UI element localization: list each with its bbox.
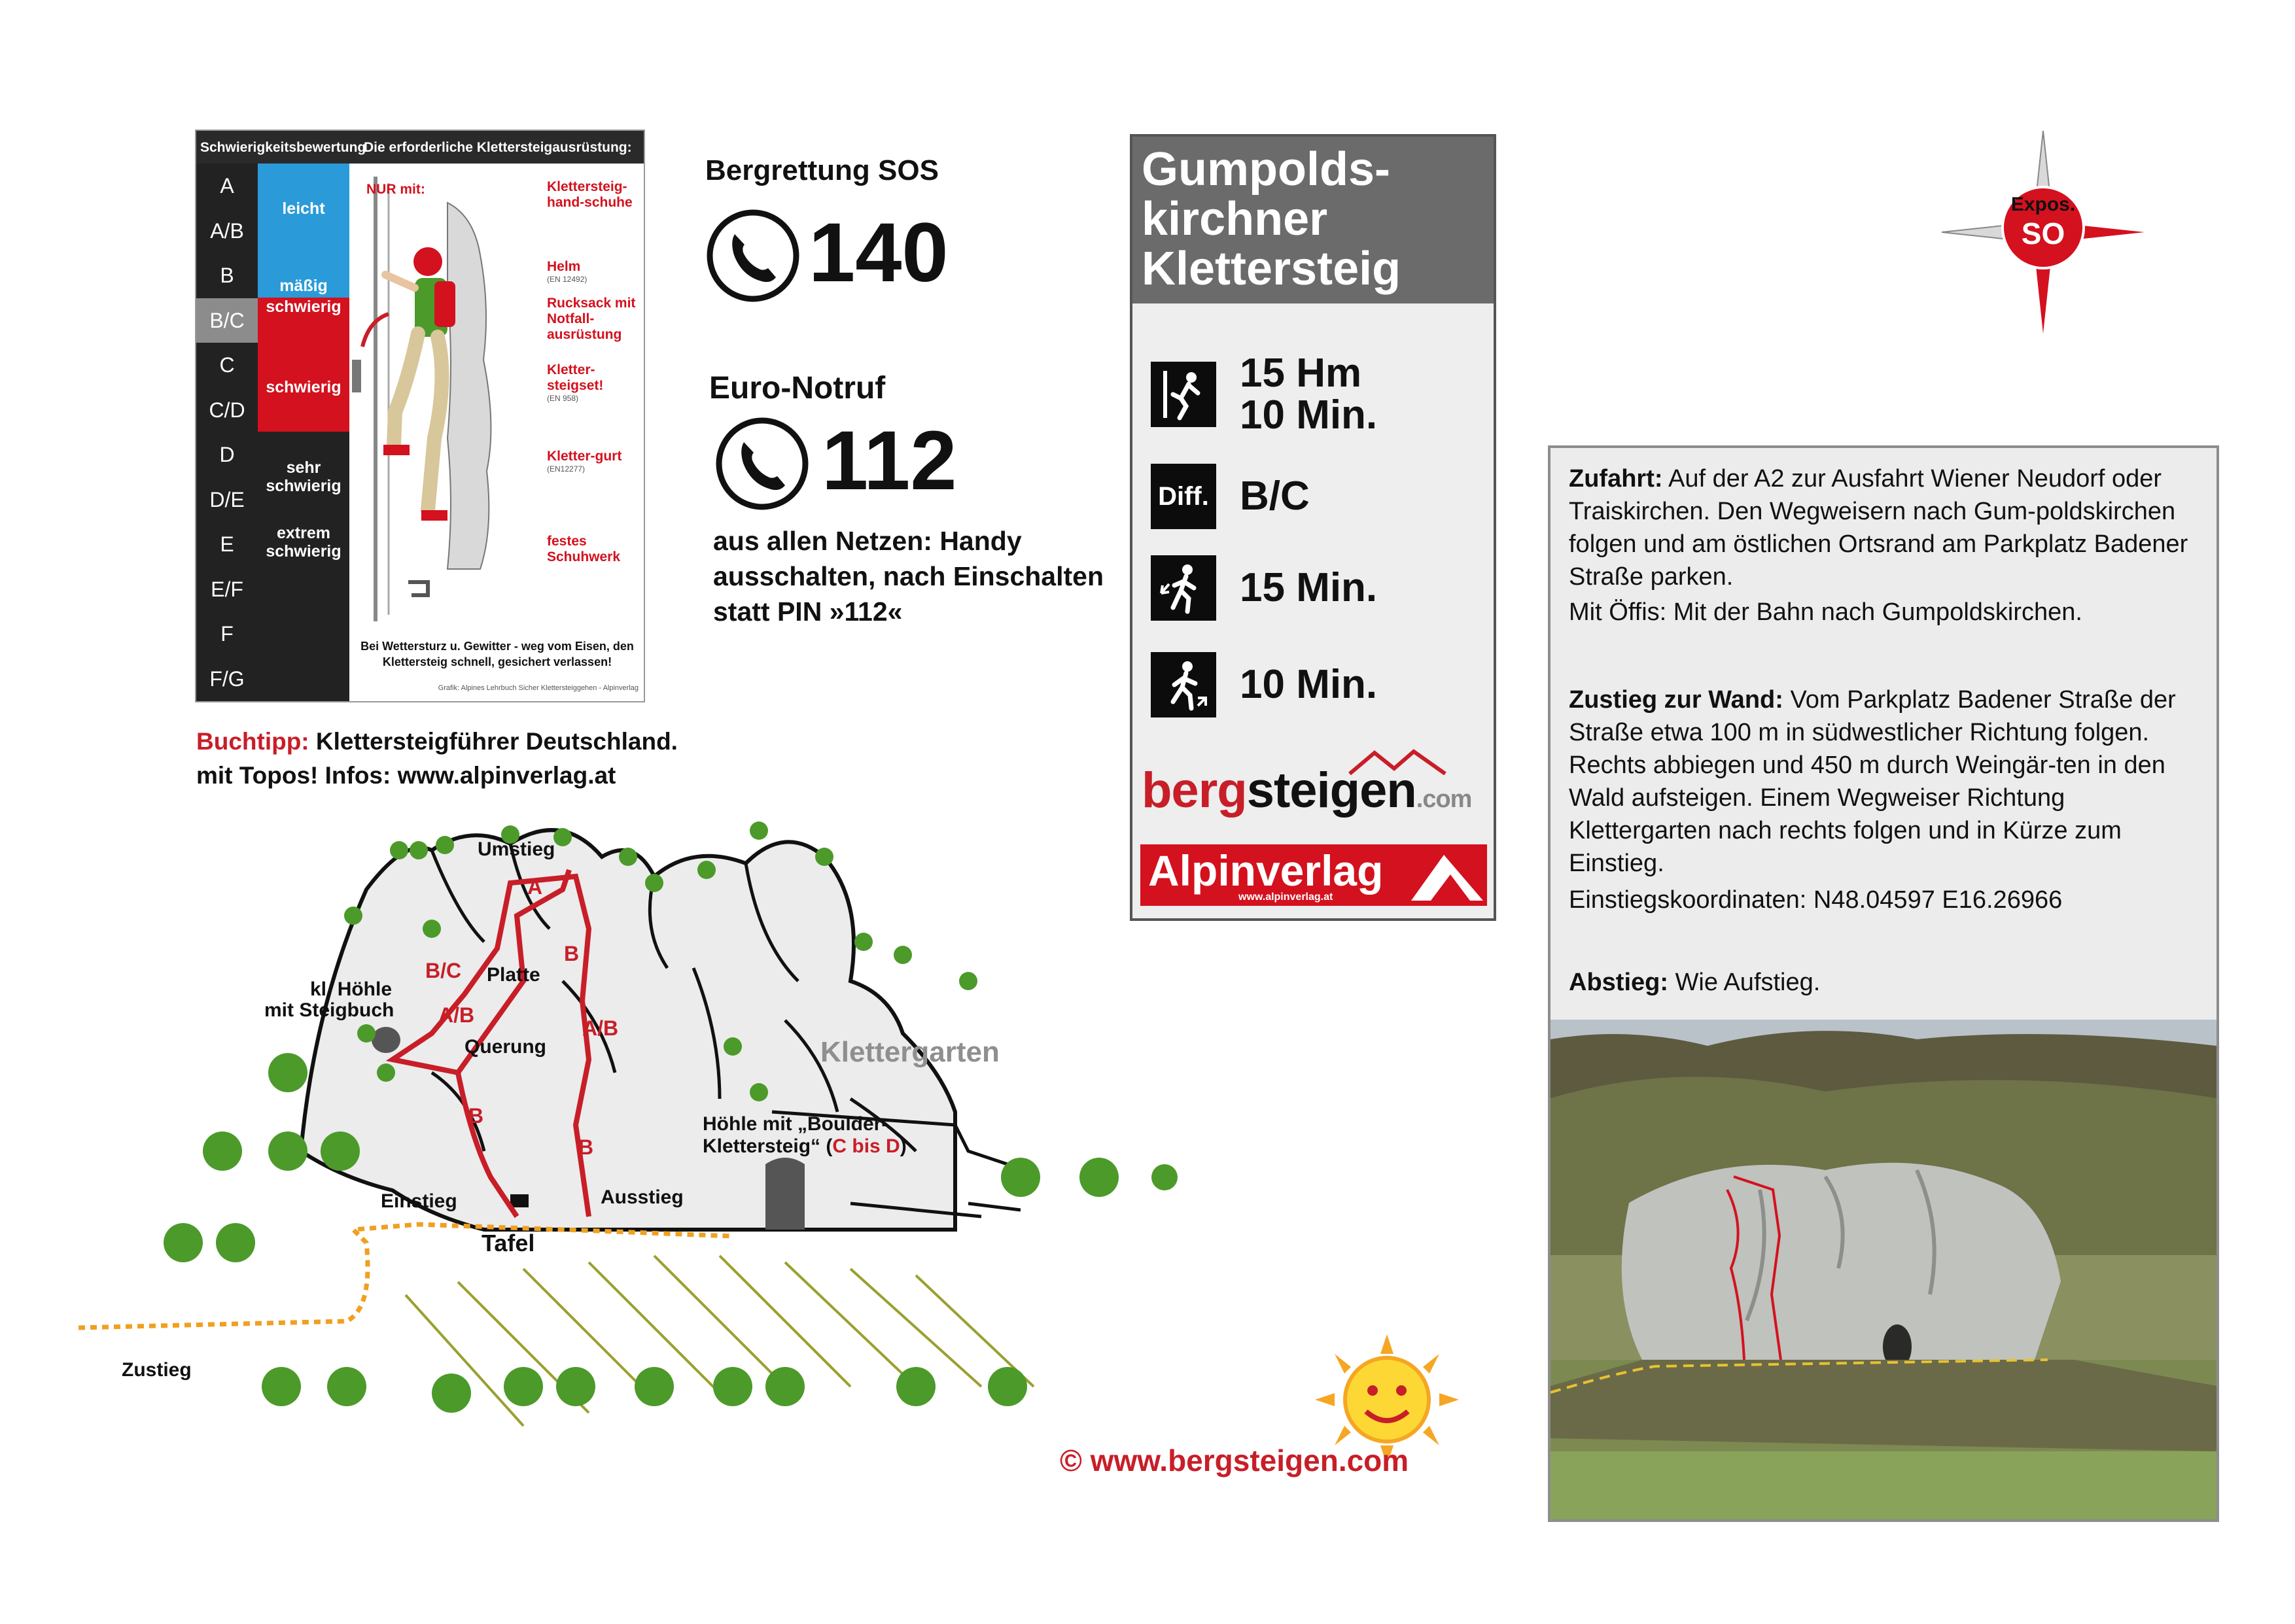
grade-bc: B/C <box>425 959 462 982</box>
label-platte: Platte <box>487 964 540 986</box>
crag-photo <box>1550 1020 2216 1519</box>
alpinverlag-logo <box>1140 844 1487 906</box>
zustieg-paragraph <box>1569 683 2201 880</box>
equip-helmet-label: Helm <box>547 259 581 274</box>
grade-label: B <box>220 264 234 287</box>
diff-icon: Diff. <box>1151 464 1216 529</box>
logo-steigen: steigen <box>1246 763 1416 818</box>
label-einstieg: Einstieg <box>381 1190 457 1212</box>
zufahrt-label: Zufahrt: <box>1569 465 1663 492</box>
label-tafel: Tafel <box>482 1230 535 1256</box>
difficulty-value: B/C <box>1240 474 1310 519</box>
category-extrem-schwierig: extrem schwierig <box>258 521 349 611</box>
info-duration: 10 Min. <box>1240 392 1378 438</box>
grade-b-upper: B <box>564 942 580 965</box>
label-ausstieg: Ausstieg <box>601 1186 684 1208</box>
logo-dotcom: .com <box>1416 786 1472 813</box>
equip-shoes: festes Schuhwerk <box>547 534 621 564</box>
zustieg-label: Zustieg zur Wand: <box>1569 686 1783 714</box>
label-klettergarten: Klettergarten <box>820 1036 1000 1068</box>
grade-b-right: B <box>578 1135 594 1159</box>
info-ascent <box>1151 555 1377 621</box>
label-querung: Querung <box>464 1036 546 1058</box>
route-title-line2: kirchner <box>1142 193 1328 245</box>
label-boulder-close: ) <box>900 1135 907 1157</box>
equip-helmet-norm: (EN 12492) <box>547 275 587 284</box>
description-panel <box>1548 445 2219 1522</box>
abstieg-paragraph <box>1569 966 2201 999</box>
equip-gloves: Klettersteig-hand-schuhe <box>547 179 633 210</box>
alpinverlag-url: www.alpinverlag.at <box>1238 891 1333 903</box>
grade-ab-left: A/B <box>438 1003 475 1027</box>
category-maessig: mäßig <box>258 253 349 298</box>
category-leicht: leicht <box>258 164 349 253</box>
category-sehr-schwierig: sehr schwierig <box>258 432 349 521</box>
grading-header <box>196 131 644 164</box>
logo-berg: berg <box>1142 763 1247 818</box>
alpinverlag-text: Alpinverlag <box>1148 846 1384 895</box>
grade-label: E/F <box>211 577 243 601</box>
grade-b-left: B <box>468 1104 484 1128</box>
zufahrt-paragraph <box>1569 462 2201 593</box>
grade-label: C/D <box>209 398 245 422</box>
label-boulder1: Höhle mit „Boulder- <box>703 1113 888 1135</box>
grading-footer: Bei Wettersturz u. Gewitter - weg vom Eisen, den Klettersteig schnell, gesichert verlassen! <box>360 640 634 668</box>
abstieg-text: Wie Aufstieg. <box>1675 969 1821 996</box>
buchtipp-line2: mit Topos! Infos: www.alpinverlag.at <box>196 762 616 789</box>
label-hoehle: kl. Höhle <box>310 978 393 1000</box>
equip-harness <box>547 449 639 474</box>
info-difficulty <box>1151 464 1310 529</box>
zustieg-text: Vom Parkplatz Badener Straße der Straße etwa 100 m in südwestlicher Richtung folgen. Rechts abbiegen und 450 m durch Weingär-ten in den Wald aufsteigen. Einem Wegweiser Richtung Klettergarten nach rechts folgen und in Kürze zum Einstieg. <box>1569 686 2176 877</box>
grade-label: C <box>219 353 235 377</box>
buchtipp-label: Buchtipp: <box>196 728 309 755</box>
mountain-logo-icon <box>1348 749 1446 775</box>
grade-label: D <box>219 443 235 466</box>
emergency-note: aus allen Netzen: Handy ausschalten, nach Einschalten statt PIN »112« <box>713 526 1104 627</box>
equip-nur-mit: NUR mit: <box>366 182 425 197</box>
equip-harness-norm: (EN12277) <box>547 464 586 474</box>
copyright: © www.bergsteigen.com <box>1060 1443 1409 1477</box>
grading-header-left: Schwierigkeitsbewertung <box>200 140 366 155</box>
label-boulder-grade: C bis D <box>832 1135 900 1157</box>
buchtipp-text: Klettersteigführer Deutschland. <box>315 728 678 755</box>
euro-title: Euro-Notruf <box>709 371 886 406</box>
route-info-card <box>1130 134 1496 921</box>
category-schwierig-1: schwierig <box>258 298 349 342</box>
grade-label: A/B <box>210 218 244 243</box>
mountain-logo-icon <box>1411 848 1483 901</box>
sos-title: Bergrettung SOS <box>705 154 939 186</box>
label-umstieg: Umstieg <box>478 838 555 860</box>
info-descent <box>1151 652 1377 717</box>
info-height-duration <box>1151 353 1377 436</box>
climber-icon <box>1151 362 1216 427</box>
oeffis-paragraph: Mit Öffis: Mit der Bahn nach Gumpoldskirchen. <box>1569 598 2082 626</box>
info-height: 15 Hm <box>1240 351 1362 396</box>
hiker-down-icon <box>1151 652 1216 717</box>
grading-credit: Grafik: Alpines Lehrbuch Sicher Klettersteiggehen - Alpinverlag <box>438 684 639 692</box>
phone-icon <box>705 208 801 303</box>
equip-helmet <box>547 259 587 284</box>
category-schwierig-2: schwierig <box>258 342 349 432</box>
abstieg-label: Abstieg: <box>1569 969 1668 996</box>
difficulty-grading-card <box>195 130 645 702</box>
euro-number: 112 <box>822 414 957 508</box>
category-filler <box>258 611 349 701</box>
phone-icon <box>714 416 810 511</box>
descent-time: 10 Min. <box>1240 662 1378 707</box>
compass-label: Expos. <box>2010 194 2076 215</box>
equip-harness-label: Kletter-gurt <box>547 449 622 464</box>
info-height-block <box>1240 353 1377 436</box>
buchtipp <box>196 725 678 793</box>
grade-scale <box>196 164 258 701</box>
grade-label: E <box>220 532 234 556</box>
compass-value: SO <box>2021 216 2065 251</box>
route-title <box>1132 137 1494 303</box>
label-boulder2-text: Klettersteig“ ( <box>703 1135 833 1157</box>
grade-label: F <box>220 622 234 646</box>
grade-label: F/G <box>209 666 245 691</box>
zufahrt-text: Auf der A2 zur Ausfahrt Wiener Neudorf oder Traiskirchen. Den Wegweisern nach Gum-poldskirchen folgen und am östlichen Ortsrand am Parkplatz Badener Straße parken. <box>1569 465 2188 591</box>
equip-set-label: Kletter-steigset! <box>547 362 604 393</box>
grade-label: D/E <box>209 487 245 511</box>
route-title-line3: Klettersteig <box>1142 243 1401 295</box>
sos-number: 140 <box>809 206 949 300</box>
grade-label: A <box>220 174 234 198</box>
equip-backpack: Rucksack mit Notfall-ausrüstung <box>547 296 636 342</box>
equip-set-norm: (EN 958) <box>547 394 579 403</box>
grade-label: B/C <box>196 298 258 343</box>
equip-set <box>547 362 639 403</box>
coordinates: Einstiegskoordinaten: N48.04597 E16.26966 <box>1569 886 2063 914</box>
label-zustieg: Zustieg <box>122 1359 192 1381</box>
hiker-up-icon <box>1151 555 1216 621</box>
route-title-line1: Gumpolds- <box>1142 143 1390 196</box>
label-boulder2 <box>703 1135 907 1158</box>
climber-illustration-icon <box>349 164 519 634</box>
topo-drawing <box>65 785 1178 1491</box>
ascent-time: 15 Min. <box>1240 565 1378 610</box>
grade-ab-right: A/B <box>582 1016 619 1040</box>
label-steigbuch: mit Steigbuch <box>264 999 394 1021</box>
grading-header-right: Die erforderliche Klettersteigausrüstung: <box>364 140 632 155</box>
grade-a: A <box>527 875 543 899</box>
